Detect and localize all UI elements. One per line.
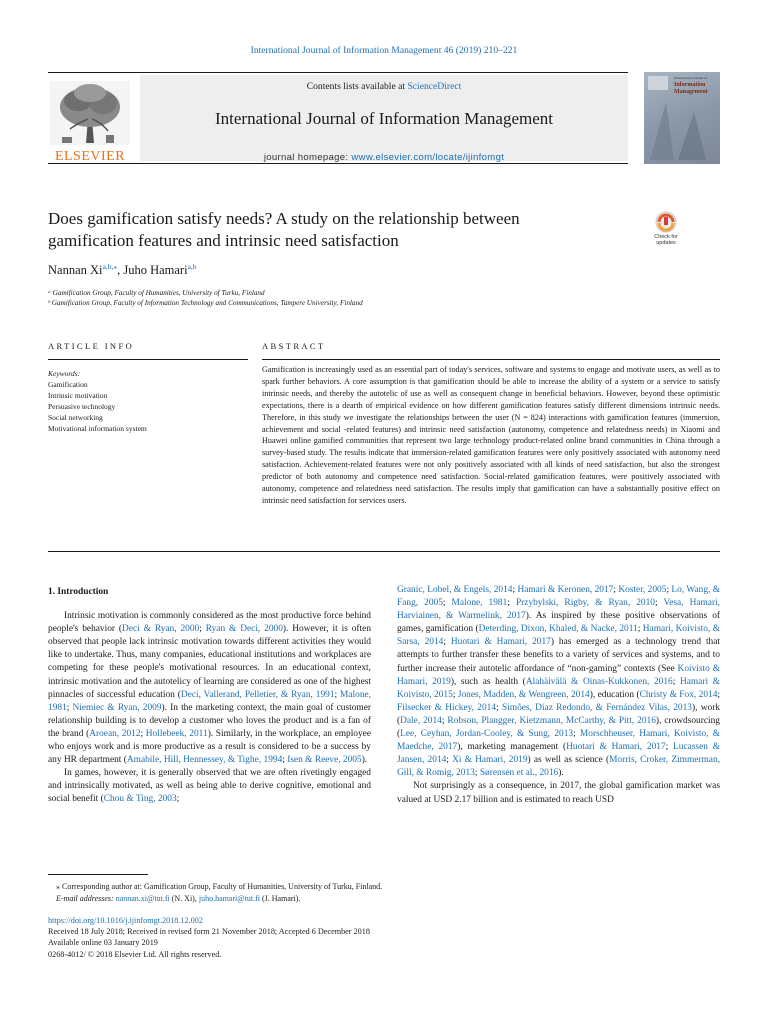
citation-link[interactable]: Hamari & Keronen, 2017 [517, 585, 614, 595]
divider [48, 359, 248, 360]
abstract-text: Gamification is increasingly used as an essential part of today's services, software and systems to engage and motivate users, as well as to spark further behaviors. A core assumption is that gamification should be able to increase the ability of a system or a service to satisfy intrinsic needs, and thereby the autotelic of use as well as consequent change in beneficial behaviors. However, beyond these optimistic expectations, there is a dearth of empirical evidence on how different gamification features satisfy different dimensions intrinsic needs. Therefore, in this study we investigate the relationships between the user (N = 824) interactions with gamification features (immersion, achievement and social -related features) and intrinsic need satisfaction (autonomy, competence and relatedness needs) in Xiaomi and Huawei online gamified communities that represent two large technology product-related online brand communities in China through a survey-based study. The results indicate that immersion-related gamification features were only positively associated with autonomy need satisfaction. Achievement-related features were not only positively associated with all kinds of need satisfaction, but also the strongest predictor of both autonomy and competence need satisfaction. Social-related gamification features, were positively associated with autonomy, competence and relatedness need satisfaction. The results imply that gamification can have a substantially positive effect on intrinsic need satisfaction for services users. [262, 365, 720, 505]
paragraph-text: ; [496, 702, 502, 713]
author-separator: , [117, 263, 124, 278]
paragraph-text: ). Similarly, in the workplace, an employee who enjoys work and is more productive as a result is considered to be a success by any HR department ( [48, 728, 372, 766]
paragraph-text: ), crowdsourcing ( [397, 715, 720, 740]
citation-link[interactable]: Chou & Ting, 2003 [103, 794, 177, 805]
citation-link[interactable]: Lo, Wang, & Fang, 2005 [397, 585, 721, 609]
citation-link[interactable]: Xi & Hamari, 2019 [452, 755, 528, 766]
citation-link[interactable]: Dale, 2014 [400, 715, 442, 726]
paragraph-text: ), education ( [589, 689, 640, 700]
article-info-heading: ARTICLE INFO [48, 341, 135, 351]
keywords-label: Keywords: [48, 369, 81, 378]
author-name[interactable]: Juho Hamari [123, 263, 188, 278]
citation-link[interactable]: Simões, Díaz Redondo, & Fernández Vilas, 2013 [501, 702, 692, 713]
citation-link[interactable]: Amabile, Hill, Hennessey, & Tighe, 1994 [126, 755, 283, 766]
check-updates-label-1: Check for [654, 234, 678, 240]
abstract-heading: ABSTRACT [262, 341, 326, 351]
paragraph-text: ; [666, 585, 672, 595]
email-label: E-mail addresses: [56, 894, 116, 903]
paragraph-text: ; [441, 715, 448, 726]
check-updates-label-2: updates [656, 240, 676, 246]
author-affiliation-marker[interactable]: a,b [187, 262, 197, 271]
paragraph-text: ; [637, 624, 643, 635]
paragraph-text: ). As inspired by these positive observations of games, gamification ( [397, 611, 721, 635]
email-link[interactable]: nannan.xi@tut.fi [115, 894, 170, 903]
divider [48, 551, 720, 552]
citation-link[interactable]: Lucassen & Jansen, 2014 [397, 742, 721, 766]
paragraph-text: ; [199, 624, 206, 635]
citation-link[interactable]: Deci & Ryan, 2000 [122, 624, 200, 635]
sciencedirect-link[interactable]: ScienceDirect [407, 81, 462, 92]
contents-prefix: Contents lists available at [306, 81, 408, 92]
citation-link[interactable]: Morris, Croker, Zimmerman, Gill, & Romig, 2013 [397, 755, 721, 779]
citation-link[interactable]: Deterding, Dixon, Khaled, & Nacke, 2011 [478, 624, 638, 635]
check-updates-label [648, 234, 684, 246]
keyword-item: Motivational information system [48, 424, 147, 433]
citation-link[interactable]: Hamari, Koivisto, & Sarsa, 2014 [397, 624, 721, 648]
citation-link[interactable]: Huotari & Hamari, 2017 [450, 637, 551, 648]
citation-link[interactable]: Jones, Madden, & Wengreen, 2014 [457, 689, 590, 700]
paragraph-text: ), work ( [397, 702, 721, 726]
paragraph-text: ). In the marketing context, the main goal of customer relationship building is to develop a customer who loves the product and is a fan of the brand ( [48, 702, 372, 739]
citation-link[interactable]: Niemiec & Ryan, 2009 [72, 702, 162, 713]
author-affiliation-marker[interactable]: a,b,⁎ [102, 262, 118, 271]
paragraph-text: ; [452, 689, 458, 700]
available-online-date: Available online 03 January 2019 [48, 938, 158, 948]
email-addresses [48, 893, 648, 905]
email-note: (J. Hamari). [259, 894, 301, 903]
elsevier-wordmark: ELSEVIER [54, 149, 126, 164]
paragraph-text: Intrinsic motivation is commonly considered as the most productive force behind people's behavior ( [48, 611, 371, 635]
masthead [48, 72, 628, 164]
citation-link[interactable]: Koivisto & Hamari, 2019 [397, 663, 720, 687]
paragraph-text: ; [507, 598, 516, 609]
email-link[interactable]: juho.hamari@tut.fi [198, 894, 260, 903]
citation-link[interactable]: Vesa, Hamari, Harviainen, & Warmelink, 2017 [397, 598, 721, 622]
cover-title: Information Management [674, 82, 708, 95]
article-title-line-1: Does gamification satisfy needs? A study on the relationship between [48, 209, 520, 228]
received-dates: Received 18 July 2018; Received in revised form 21 November 2018; Accepted 6 December 2018 [48, 927, 370, 937]
citation-link[interactable]: Alahäivälä & Oinas-Kukkonen, 2016 [525, 676, 673, 687]
paragraph-text: ; [613, 585, 619, 595]
publication-info [48, 915, 648, 960]
paragraph-text: ; [334, 689, 341, 700]
paragraph-text: ) has emerged as a technology trend that attempts to further transfer these benefits to a variety of services and systems, and to further increase their autotelic affordance of “non-gaming” contexts (See [397, 637, 721, 674]
keyword-item: Social networking [48, 413, 103, 422]
citation-link[interactable]: Lee, Ceyhan, Jordan-Cooley, & Sung, 2013 [400, 729, 574, 740]
paragraph-text: ; [442, 598, 452, 609]
paragraph-text: ; [655, 598, 664, 609]
body-paragraph [397, 780, 720, 806]
paragraph-text: ). [361, 755, 368, 766]
citation-link[interactable]: Deci, Vallerand, Pelletier, & Ryan, 1991 [180, 689, 335, 700]
check-updates-icon [648, 211, 684, 235]
section-heading-introduction: 1. Introduction [48, 587, 109, 597]
article-title-line-2: gamification features and intrinsic need satisfaction [48, 231, 399, 250]
body-paragraph [397, 584, 720, 780]
contents-availability [140, 81, 628, 92]
paragraph-text: ; [573, 729, 580, 740]
paragraph-text: ; [176, 794, 180, 805]
citation-link[interactable]: Hollebeek, 2011 [145, 728, 208, 739]
paragraph-text: In games, however, it is generally observed that we are often rivetingly engaged and intrinsically motivated, as well as being able to derive cognitive, emotional and social benefit ( [48, 768, 371, 805]
footnote [48, 881, 648, 905]
citation-link[interactable]: Koster, 2005 [618, 585, 667, 595]
article-title [48, 208, 628, 252]
keywords-block [48, 368, 248, 434]
paragraph-text: ; [443, 637, 451, 648]
journal-citation-link[interactable]: International Journal of Information Management 46 (2019) 210–221 [250, 45, 518, 56]
citation-link[interactable]: Hamari & Koivisto, 2015 [397, 676, 720, 700]
paragraph-text: ; [474, 768, 480, 779]
citation-link[interactable]: Aroean, 2012 [89, 728, 141, 739]
footnote-divider [48, 874, 148, 875]
affiliation-a: ᵃ Gamification Group, Faculty of Humanities, University of Turku, Finland [48, 289, 265, 297]
paragraph-text: Not surprisingly as a consequence, in 2017, the global gamification market was valued at USD 2.17 billion and is estimated to reach USD [397, 781, 720, 805]
paragraph-text: ; [665, 742, 674, 753]
journal-name: International Journal of Information Management [215, 109, 553, 128]
paragraph-text: ). [558, 768, 564, 779]
email-note: (N. Xi), [169, 894, 199, 903]
affiliation-b: ᵇ Gamification Group, Faculty of Information Technology and Communications, Tampere University, Finland [48, 299, 363, 307]
paragraph-text: ), such as health ( [450, 676, 526, 687]
homepage-link[interactable]: www.elsevier.com/locate/ijinfomgt [351, 152, 505, 163]
doi-link[interactable]: https://doi.org/10.1016/j.ijinfomgt.2018.12.002 [48, 916, 203, 925]
paragraph-text: ; [672, 676, 680, 687]
homepage-prefix: journal homepage: [263, 152, 352, 163]
paragraph-text: ), marketing management ( [457, 742, 567, 753]
citation-link[interactable]: Filsecker & Hickey, 2014 [397, 702, 497, 713]
citation-link[interactable]: Sørensen et al., 2016 [479, 768, 559, 779]
body-column-right [397, 584, 720, 807]
journal-cover-thumbnail[interactable] [644, 72, 720, 164]
divider [262, 359, 720, 360]
body-paragraph [48, 610, 371, 767]
citation-link[interactable]: Ryan & Deci, 2000 [205, 624, 283, 635]
paragraph-text: ; [140, 728, 146, 739]
paragraph-text: ; [66, 702, 73, 713]
citation-link[interactable]: Granic, Lobel, & Engels, 2014 [397, 585, 513, 595]
paragraph-text: ; [717, 689, 721, 700]
paragraph-text: ; [446, 755, 453, 766]
body-column-left [48, 586, 371, 807]
cover-subtitle: International Journal of [674, 76, 707, 80]
keyword-item: Gamification [48, 380, 88, 389]
author-list [48, 262, 197, 278]
paragraph-text: ) as well as science ( [527, 755, 610, 766]
citation-link[interactable]: Przybylski, Rigby, & Ryan, 2010 [515, 598, 655, 609]
keyword-item: Persuasive technology [48, 402, 116, 411]
citation-link[interactable]: Huotari & Hamari, 2017 [566, 742, 666, 753]
citation-link[interactable]: Malone, 1981 [48, 689, 372, 713]
corresponding-author-note: ⁎ Corresponding author at: Gamification Group, Faculty of Humanities, University of Turku, Finland. [56, 882, 383, 891]
author-name[interactable]: Nannan Xi [48, 263, 103, 278]
paragraph-text: ; [512, 585, 518, 595]
paragraph-text: ; [282, 755, 288, 766]
citation-link[interactable]: Malone, 1981 [451, 598, 508, 609]
citation-link[interactable]: Robson, Plangger, Kietzmann, McCarthy, & Pitt, 2016 [447, 715, 656, 726]
journal-homepage [140, 152, 628, 163]
paragraph-text: ). However, it is often observed that people lack intrinsic motivation towards different activities they would like to undertake. Thus, many companies, educational institutions and workplaces are competing for these people's motivational resources. In an educational context, intrinsic motivation and the autotelicy of learning are considered as one of the highest pinnacles of successful education ( [48, 624, 372, 700]
keyword-item: Intrinsic motivation [48, 391, 108, 400]
citation-link[interactable]: Morschheuser, Hamari, Koivisto, & Maedche, 2017 [397, 729, 720, 753]
body-paragraph [48, 767, 371, 806]
citation-link[interactable]: Christy & Fox, 2014 [639, 689, 718, 700]
citation-link[interactable]: Isen & Reeve, 2005 [287, 755, 362, 766]
copyright-line: 0268-4012/ © 2018 Elsevier Ltd. All rights reserved. [48, 949, 222, 959]
check-for-updates-badge[interactable] [648, 211, 684, 251]
